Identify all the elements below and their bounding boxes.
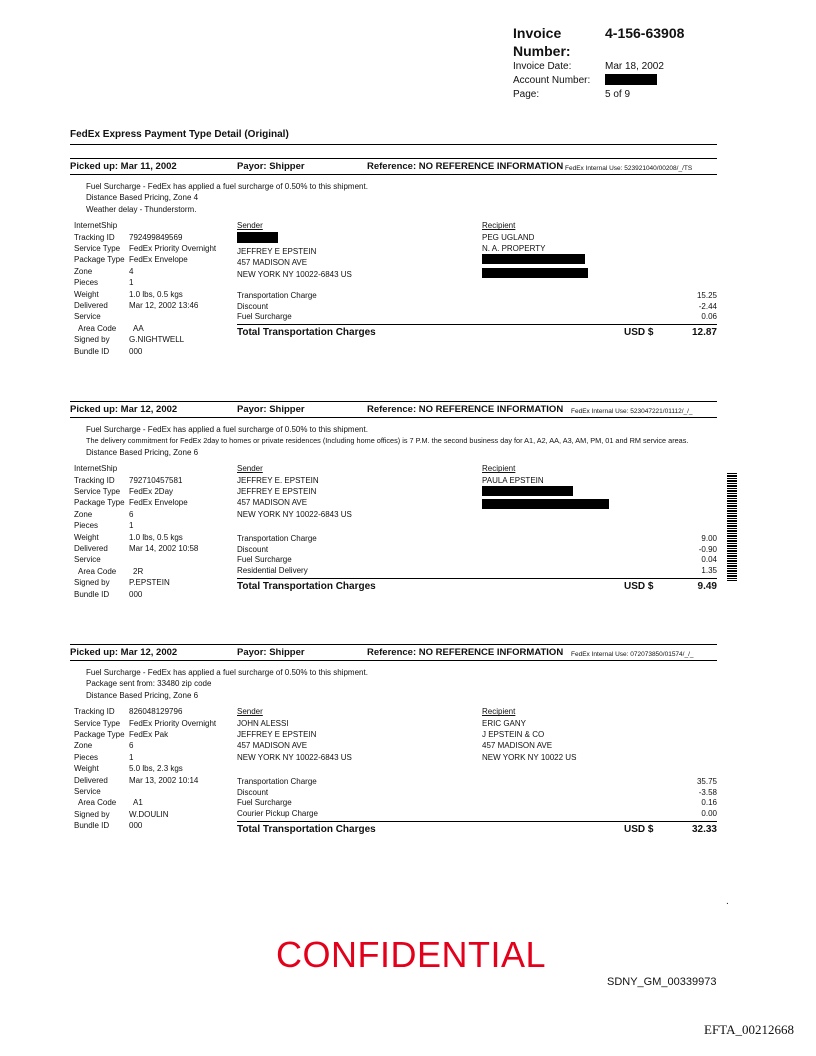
recipient-redaction [482,486,573,496]
note-line: Weather delay - Thunderstorm. [86,204,197,214]
shipment-notes [70,181,717,215]
sender-label: Sender [237,464,263,474]
sender-block [237,706,352,763]
invoice-date: Mar 18, 2002 [605,61,664,72]
detail-key: InternetShip [74,464,118,474]
charge-value: 0.16 [701,798,717,808]
sender-line: 457 MADISON AVE [237,498,308,508]
page-label: Page: [513,89,540,100]
charge-label: Residential Delivery [237,566,308,575]
recipient-line: J EPSTEIN & CO [482,730,545,740]
detail-key: Weight [74,764,99,774]
sender-line: NEW YORK NY 10022-6843 US [237,269,352,279]
detail-key: Zone [74,741,93,751]
tracking-id: 792710457581 [129,475,183,485]
invoice-header [513,24,684,102]
detail-value: A1 [133,798,143,808]
detail-value: Mar 14, 2002 10:58 [129,543,199,553]
detail-key: Package Type [74,255,125,265]
picked-up-date: Picked up: Mar 12, 2002 [70,404,178,415]
shipment-header [70,402,717,416]
sender-name-redaction [237,232,278,243]
shipment-details [74,220,216,357]
detail-key: Delivered [74,300,108,310]
detail-value: 2R [133,566,144,576]
detail-key: Signed by [74,578,110,588]
note-line: Fuel Surcharge - FedEx has applied a fuel surcharge of 0.50% to this shipment. [86,668,368,677]
note-line: Fuel Surcharge - FedEx has applied a fuel surcharge of 0.50% to this shipment. [86,182,368,191]
charge-label: Transportation Charge [237,777,317,787]
sender-label: Sender [237,221,263,231]
charges-block [237,533,717,594]
detail-key: Weight [74,532,99,542]
detail-value: 5.0 lbs, 2.3 kgs [129,764,183,774]
detail-value: 000 [129,589,143,599]
detail-value: W.DOULIN [129,809,169,819]
detail-value: 1 [129,752,134,762]
note-line: Fuel Surcharge - FedEx has applied a fuel surcharge of 0.50% to this shipment. [86,425,368,434]
charge-label: Transportation Charge [237,291,317,301]
detail-key: Service [74,555,101,565]
payor: Payor: Shipper [237,161,305,172]
account-number-label: Account Number: [513,75,591,86]
detail-key: Zone [74,509,93,519]
charge-value: 35.75 [696,777,717,787]
detail-key: Signed by [74,335,110,345]
detail-key: Zone [74,266,93,276]
recipient-line: PEG UGLAND [482,232,535,242]
barcode [727,473,737,581]
total-value: 9.49 [697,580,717,592]
recipient-line: PAULA EPSTEIN [482,475,544,485]
shipment-1 [70,159,717,369]
currency: USD $ [624,823,654,835]
section-divider [70,144,717,145]
charges-block [237,776,717,837]
shipment-2 [70,402,717,612]
charge-label: Courier Pickup Charge [237,809,318,818]
sender-line: JEFFREY E EPSTEIN [237,247,317,257]
detail-value: FedEx 2Day [129,487,174,496]
detail-value: 000 [129,346,143,356]
shipment-notes [70,424,717,458]
detail-value: Mar 13, 2002 10:14 [129,775,199,785]
recipient-label: Recipient [482,464,516,474]
detail-key: Tracking ID [74,232,115,242]
detail-value: 4 [129,266,134,276]
detail-value: FedEx Envelope [129,498,188,508]
total-label: Total Transportation Charges [237,580,376,592]
reference: Reference: NO REFERENCE INFORMATION [367,647,564,658]
shipment-3 [70,645,717,855]
note-line: Distance Based Pricing, Zone 6 [86,447,199,457]
payor: Payor: Shipper [237,647,305,658]
total-label: Total Transportation Charges [237,327,376,338]
charge-value: 9.00 [701,534,717,544]
detail-value: 1.0 lbs, 0.5 kgs [129,532,183,542]
detail-key: Area Code [78,798,117,808]
sender-line: NEW YORK NY 10022-6843 US [237,509,352,519]
detail-key: Service [74,312,101,322]
detail-key: Delivered [74,775,108,785]
detail-key: Service [74,786,101,796]
confidential-stamp: CONFIDENTIAL [276,934,547,975]
sender-line: 457 MADISON AVE [237,741,308,751]
detail-key: Area Code [78,323,117,333]
note-line: Package sent from: 33480 zip code [86,679,212,689]
charge-label: Fuel Surcharge [237,555,292,565]
charge-value: 1.35 [701,566,717,575]
detail-key: Signed by [74,809,110,819]
detail-value: 1 [129,278,134,288]
efta-number: EFTA_00212668 [704,1022,794,1037]
recipient-block [482,220,588,281]
detail-key: Pieces [74,278,99,288]
charge-value: 0.00 [701,809,717,818]
invoice-number-label: Invoice Number: [513,25,571,59]
currency: USD $ [624,327,654,338]
sender-line: JEFFREY E. EPSTEIN [237,475,319,485]
account-number-redaction [605,74,657,85]
recipient-line: 457 MADISON AVE [482,741,553,751]
detail-key: Bundle ID [74,821,110,831]
charge-value: 0.04 [701,555,717,565]
total-row [237,324,717,341]
shipment-header [70,645,717,659]
detail-value: Mar 12, 2002 13:46 [129,300,199,310]
detail-key: Package Type [74,730,125,739]
detail-key: Pieces [74,521,99,531]
total-value: 12.87 [691,327,717,338]
detail-key: Tracking ID [74,475,115,485]
shipment-notes [70,667,717,701]
sender-block [237,220,352,280]
tracking-id: 826048129796 [129,707,183,717]
detail-key: Service Type [74,244,121,253]
total-row [237,821,717,838]
detail-value: P.EPSTEIN [129,578,170,588]
total-label: Total Transportation Charges [237,823,376,835]
detail-value: 1 [129,521,134,531]
recipient-block [482,706,576,763]
charge-label: Discount [237,787,269,797]
charge-value: 15.25 [696,291,717,301]
recipient-redaction [482,268,588,278]
sender-line: 457 MADISON AVE [237,258,308,268]
detail-value: FedEx Priority Overnight [129,244,217,253]
page-number: 5 of 9 [605,89,631,100]
detail-value: FedEx Priority Overnight [129,718,217,728]
charge-label: Fuel Surcharge [237,312,292,322]
recipient-label: Recipient [482,221,516,231]
recipient-redaction [482,499,609,509]
charge-label: Fuel Surcharge [237,798,292,808]
detail-value: 6 [129,509,134,519]
detail-value: 000 [129,821,143,831]
detail-key: Service Type [74,487,121,496]
picked-up-date: Picked up: Mar 12, 2002 [70,647,178,658]
detail-key: Delivered [74,543,108,553]
detail-key: Package Type [74,498,125,508]
internal-use: FedEx Internal Use: 072073850/01574/_/_ [571,651,694,658]
detail-key: Tracking ID [74,707,115,717]
charge-value: -3.58 [698,787,717,797]
detail-key: Area Code [78,566,117,576]
recipient-block [482,463,609,513]
sender-line: NEW YORK NY 10022-6843 US [237,752,352,762]
detail-key: Bundle ID [74,346,110,356]
recipient-line: ERIC GANY [482,718,527,728]
total-value: 32.33 [691,823,717,835]
note-line: The delivery commitment for FedEx 2day to homes or private residences (Including home offices) is 7 P.M. the second business day for A1, A2, AA, A3, AM, PM, 01 and RM service areas. [86,436,689,446]
detail-key: Pieces [74,752,99,762]
charges-block [237,290,717,341]
reference: Reference: NO REFERENCE INFORMATION [367,404,564,415]
detail-key: Bundle ID [74,589,110,599]
sender-block [237,463,352,520]
invoice-date-label: Invoice Date: [513,61,572,72]
internal-use: FedEx Internal Use: 523047221/01112/_/_ [571,408,693,415]
shipment-details [74,706,216,831]
sender-label: Sender [237,707,263,717]
tracking-id: 792499849569 [129,232,183,242]
internal-use: FedEx Internal Use: 523921040/00208/_/TS [565,165,693,172]
currency: USD $ [624,580,654,592]
detail-key: InternetShip [74,221,118,231]
charge-value: -2.44 [698,301,717,311]
sender-line: JOHN ALESSI [237,718,289,728]
detail-value: 6 [129,741,134,751]
charge-label: Transportation Charge [237,534,317,544]
recipient-label: Recipient [482,707,516,717]
sender-line: JEFFREY E EPSTEIN [237,730,317,740]
detail-value: FedEx Envelope [129,255,188,265]
shipment-header [70,159,717,173]
detail-key: Weight [74,289,99,299]
sender-line: JEFFREY E EPSTEIN [237,487,317,497]
note-line: Distance Based Pricing, Zone 4 [86,193,199,203]
detail-value: G.NIGHTWELL [129,335,185,345]
bates-number: SDNY_GM_00339973 [607,976,717,988]
charge-label: Discount [237,544,269,554]
picked-up-date: Picked up: Mar 11, 2002 [70,161,177,172]
recipient-redaction [482,254,585,264]
recipient-line: NEW YORK NY 10022 US [482,752,577,762]
payor: Payor: Shipper [237,404,305,415]
detail-value: 1.0 lbs, 0.5 kgs [129,289,183,299]
detail-value: FedEx Pak [129,730,169,739]
detail-key: Service Type [74,718,121,728]
note-line: Distance Based Pricing, Zone 6 [86,690,199,700]
charge-value: 0.06 [701,312,717,322]
invoice-number: 4-156-63908 [605,25,685,41]
charge-value: -0.90 [698,544,717,554]
detail-value: AA [133,323,144,333]
total-row [237,578,717,595]
charge-label: Discount [237,301,269,311]
section-title: FedEx Express Payment Type Detail (Original) [70,129,289,140]
stray-dot: . [726,896,729,907]
shipment-details [74,463,198,600]
reference: Reference: NO REFERENCE INFORMATION [367,161,564,172]
recipient-line: N. A. PROPERTY [482,244,546,254]
